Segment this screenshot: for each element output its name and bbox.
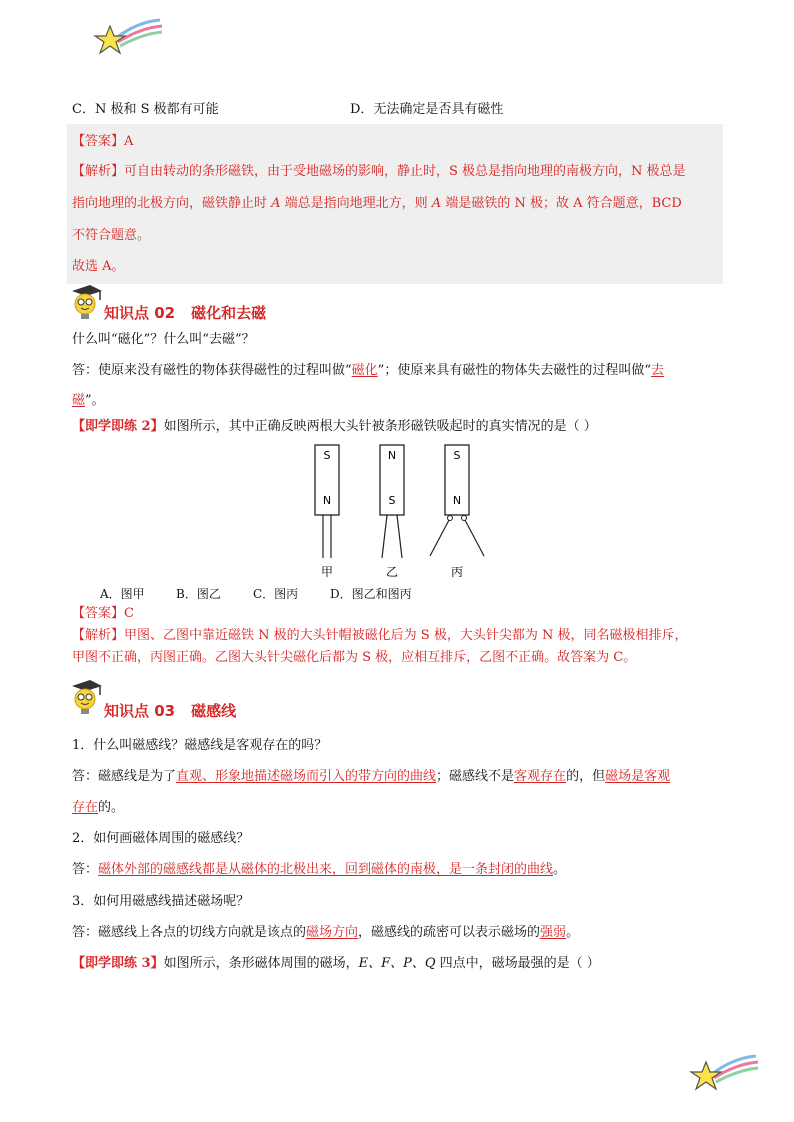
answer-1: 答：磁感线是为了直观、形象地描述磁场而引入的带方向的曲线；磁感线不是客观存在的，但磁场是客观 xyxy=(72,769,671,784)
caption-jia: 甲 xyxy=(320,565,334,579)
analysis2-line-2: 甲图不正确，丙图正确。乙图大头针尖磁化后都为 S 极，应相互排斥，乙图不正确。故答案为 C。 xyxy=(72,650,637,665)
kp-number: 知识点 02 xyxy=(104,304,176,322)
analysis-line-4: 故选 A。 xyxy=(72,259,125,274)
student-bulb-icon xyxy=(68,282,104,322)
student-bulb-icon xyxy=(68,676,104,718)
magnet-3-top-pole: S xyxy=(453,449,461,462)
magnet-2-top-pole: N xyxy=(387,449,397,462)
choice-d: D．图乙和图丙 xyxy=(330,587,412,601)
analysis-line-3: 不符合题意。 xyxy=(72,228,151,243)
answer-1-cont: 存在的。 xyxy=(72,800,125,815)
practice-tag: 【即学即练 3】 xyxy=(72,956,164,971)
magnet-figure xyxy=(300,440,500,582)
answer-line xyxy=(72,134,133,150)
option-d: D．无法确定是否具有磁性 xyxy=(350,102,504,117)
option-c: C．N 极和 S 极都有可能 xyxy=(72,102,219,117)
question-text: 什么叫“磁化”？什么叫“去磁”？ xyxy=(72,332,255,347)
magnet-1-bottom-pole: N xyxy=(322,494,332,507)
kp-title: 磁化和去磁 xyxy=(191,304,267,322)
magnet-1-top-pole: S xyxy=(323,449,331,462)
magnet-3-bottom-pole: N xyxy=(452,494,462,507)
analysis-tag: 【解析】 xyxy=(72,628,125,643)
caption-bing: 丙 xyxy=(450,565,464,579)
analysis-tag: 【解析】 xyxy=(72,164,125,179)
practice-3: 【即学即练 3】如图所示，条形磁体周围的磁场，E、F、P、Q 四点中，磁场最强的是（ ） xyxy=(72,956,600,971)
choice-b: B．图乙 xyxy=(176,587,221,601)
answer-3: 答：磁感线上各点的切线方向就是该点的磁场方向，磁感线的疏密可以表示磁场的强弱。 xyxy=(72,925,580,940)
section-heading-kp02 xyxy=(104,302,266,323)
kp-number: 知识点 03 xyxy=(104,702,176,720)
pin xyxy=(397,515,402,558)
answer-value: C xyxy=(124,606,134,621)
practice-2: 【即学即练 2】如图所示，其中正确反映两根大头针被条形磁铁吸起时的真实情况的是（ ） xyxy=(72,419,597,434)
pin xyxy=(465,520,484,556)
shooting-star-icon xyxy=(92,16,164,58)
answer-tag: 【答案】 xyxy=(72,606,125,621)
answer-tag: 【答案】 xyxy=(72,134,125,149)
analysis2-line-1: 【解析】甲图、乙图中靠近磁铁 N 极的大头针帽被磁化后为 S 极，大头针尖都为 N 极，同名磁极相排斥， xyxy=(72,628,688,643)
magnet-2-bottom-pole: S xyxy=(388,494,396,507)
kp-title: 磁感线 xyxy=(191,702,237,720)
caption-yi: 乙 xyxy=(385,565,399,579)
choice-c: C．图丙 xyxy=(253,587,299,601)
section-heading-kp03 xyxy=(104,700,236,721)
analysis-line-1: 【解析】可自由转动的条形磁铁，由于受地磁场的影响，静止时，S 极总是指向地理的南极方向，N 极总是 xyxy=(72,164,686,179)
answer-text: 答：使原来没有磁性的物体获得磁性的过程叫做“磁化”；使原来具有磁性的物体失去磁性的过程叫做“去 xyxy=(72,363,664,378)
pin xyxy=(430,520,449,556)
question-2: 2．如何画磁体周围的磁感线？ xyxy=(72,831,250,846)
practice-tag: 【即学即练 2】 xyxy=(72,419,164,434)
answer-2: 答：磁体外部的磁感线都是从磁体的北极出来，回到磁体的南极，是一条封闭的曲线。 xyxy=(72,862,567,877)
choice-a: A．图甲 xyxy=(100,587,145,601)
answer-line-2 xyxy=(72,606,134,622)
pin xyxy=(382,515,387,558)
answer-text-cont: 磁”。 xyxy=(72,393,105,408)
analysis-line-2: 指向地理的北极方向，磁铁静止时 A 端总是指向地理北方，则 A 端是磁铁的 N 极；故 A 符合题意，BCD xyxy=(72,196,682,211)
answer-value: A xyxy=(124,134,134,149)
question-1: 1．什么叫磁感线？磁感线是客观存在的吗？ xyxy=(72,738,328,753)
shooting-star-icon xyxy=(688,1052,760,1094)
question-3: 3．如何用磁感线描述磁场呢？ xyxy=(72,894,250,909)
